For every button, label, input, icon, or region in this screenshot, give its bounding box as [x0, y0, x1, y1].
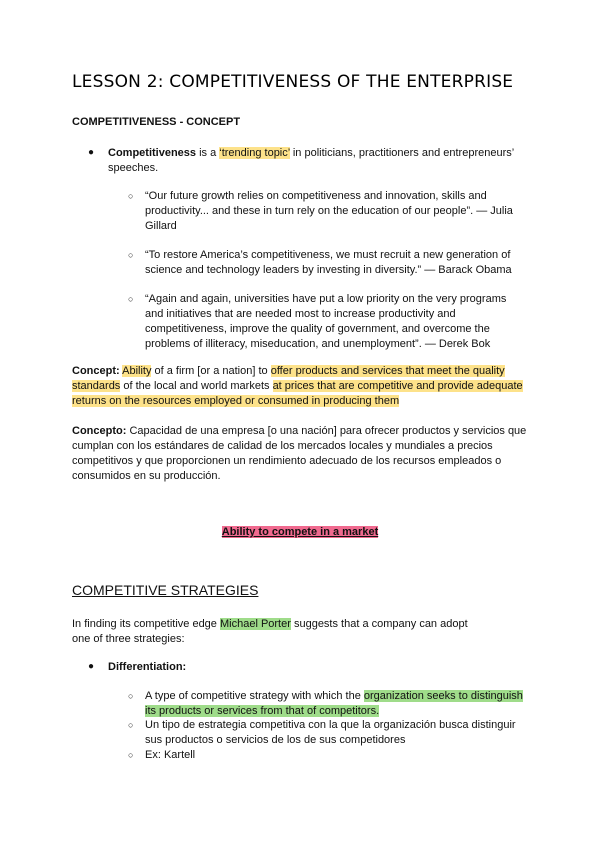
circle-bullet-icon: ○ — [128, 191, 134, 201]
page-title: LESSON 2: COMPETITIVENESS OF THE ENTERPRISE — [72, 72, 514, 92]
highlight-ability-to-compete: Ability to compete in a market — [221, 526, 379, 538]
item-text: Un tipo de estrategia competitiva con la que la organización busca distinguir sus productos o servicios de los de sus competidores — [145, 719, 516, 746]
differentiation-item-1 — [128, 689, 530, 719]
bullet-dot-icon: ● — [88, 147, 95, 158]
quote-text: “To restore America’s competitiveness, we must recruit a new generation of science and technology leaders by investing in diversity.” — Barack Obama — [145, 249, 512, 276]
concepto-label: Concepto: — [72, 425, 127, 437]
highlight-ability: Ability — [122, 365, 152, 377]
section-heading-strategies: COMPETITIVE STRATEGIES — [72, 582, 259, 598]
concept-label: Concept: — [72, 365, 120, 377]
center-label — [0, 526, 600, 538]
bullet-differentiation — [88, 660, 508, 675]
quote-text: “Our future growth relies on competitiveness and innovation, skills and productivity... and these in turn rely on the education of our people”. — Julia Gillard — [145, 190, 513, 232]
quote-obama — [128, 248, 525, 278]
quote-bok — [128, 292, 525, 352]
quote-text: “Again and again, universities have put a low priority on the very programs and initiatives that are needed most to increase productivity and competitiveness, improve the quality of government, and overcome the problems of illiteracy, miseducation, and unemployment”. — Derek Bok — [145, 293, 507, 350]
item-text: Ex: Kartell — [145, 749, 196, 761]
concepto-text: Capacidad de una empresa [o una nación] para ofrecer productos y servicios que cumplan con los estándares de calidad de los mercados locales y mundiales a precios competitivos y que proporcionen un rendimiento adecuado de los recursos empleados o consumidos en su producción. — [72, 425, 527, 482]
circle-bullet-icon: ○ — [128, 750, 134, 760]
concept-paragraph — [72, 364, 534, 409]
circle-bullet-icon: ○ — [128, 294, 134, 304]
item-text: A type of competitive strategy with which the — [145, 690, 364, 702]
circle-bullet-icon: ○ — [128, 691, 134, 701]
circle-bullet-icon: ○ — [128, 720, 134, 730]
bullet-competitiveness — [88, 146, 538, 176]
quote-gillard — [128, 189, 525, 234]
section-heading-concept: COMPETITIVENESS - CONCEPT — [72, 116, 241, 128]
differentiation-label: Differentiation: — [108, 661, 187, 673]
concepto-paragraph — [72, 424, 530, 484]
intro-text: In finding its competitive edge — [72, 618, 220, 630]
bullet-dot-icon: ● — [88, 661, 95, 672]
intro-text-2: suggests that a company can adopt one of three strategies: — [72, 618, 468, 645]
strategies-intro — [72, 617, 472, 647]
differentiation-item-2 — [128, 718, 530, 748]
differentiation-item-3 — [128, 748, 530, 763]
highlight-trending-topic: ‘trending topic’ — [219, 147, 290, 159]
term-competitiveness: Competitiveness — [108, 147, 197, 159]
concept-text: of a firm [or a nation] to — [151, 365, 271, 377]
circle-bullet-icon: ○ — [128, 250, 134, 260]
bullet-text-rest: in politicians, practitioners and entrepreneurs’ speeches. — [108, 147, 514, 174]
highlight-quality-standards: offer products and services that meet the quality standards — [72, 365, 505, 392]
concept-text-2: of the local and world markets — [120, 380, 273, 392]
highlight-michael-porter: Michael Porter — [219, 618, 291, 630]
bullet-text: is a — [196, 147, 220, 159]
highlight-organization-seeks: organization seeks to distinguish its products or services from that of competitors. — [145, 690, 523, 717]
highlight-prices: at prices that are competitive and provide adequate returns on the resources employed or consumed in producing them — [72, 380, 523, 407]
